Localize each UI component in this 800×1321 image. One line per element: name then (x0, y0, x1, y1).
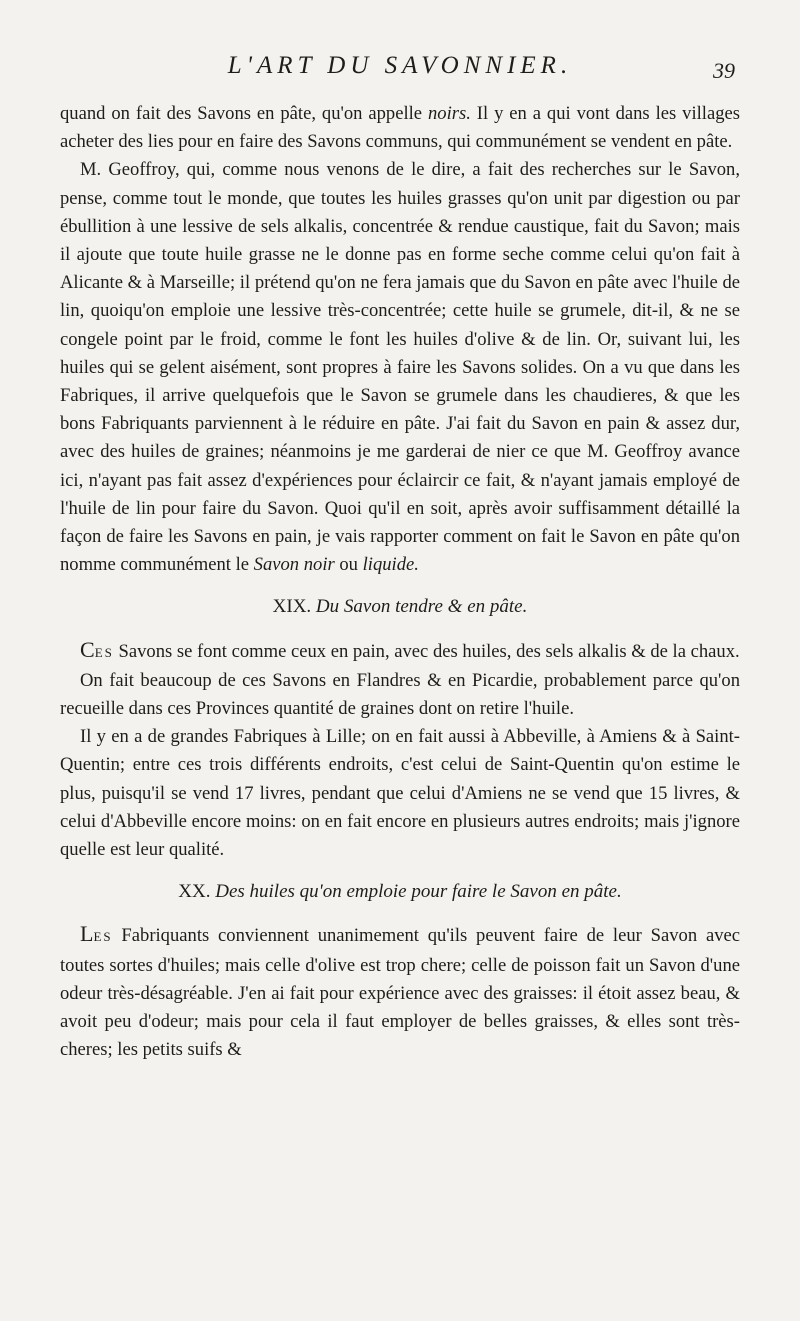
paragraph-5 (60, 723, 740, 864)
section-title: Des huiles qu'on emploie pour faire le Savon en pâte. (215, 881, 622, 903)
paragraph-2-text-b: ou (334, 554, 363, 576)
paragraph-2-italic-a: Savon noir (253, 554, 335, 576)
drop-initial: C (80, 636, 95, 662)
small-caps-text: ES (94, 644, 114, 660)
drop-initial: L (80, 921, 94, 947)
small-caps-text: ES (93, 929, 113, 945)
paragraph-4-text: On fait beaucoup de ces Savons en Flandres & en Picardie, probablement parce qu'on recueille dans ces Provinces quantité de graines dont on retire l'huile. (60, 669, 740, 720)
paragraph-4 (60, 667, 740, 723)
body-text (60, 100, 740, 1065)
paragraph-2 (60, 156, 740, 579)
paragraph-1-italic-a: noirs. (427, 103, 471, 124)
paragraph-1-text-b: Il y en a qui vont dans les villages acheter des lies pour en faire des Savons communs, qui communément se vendent en pâte. (60, 103, 740, 153)
paragraph-3 (60, 636, 740, 667)
paragraph-6 (60, 920, 740, 1064)
paragraph-1 (60, 100, 740, 156)
page-number: 39 (713, 58, 735, 83)
running-title: L'ART DU SAVONNIER. (227, 52, 573, 79)
section-number: XX. (178, 881, 211, 903)
section-heading-xx (60, 878, 740, 906)
section-heading-xix (60, 593, 740, 621)
paragraph-1-text-a: quand on fait des Savons en pâte, qu'on appelle (60, 103, 428, 124)
paragraph-2-italic-b: liquide. (362, 554, 419, 576)
section-title: Du Savon tendre & en pâte. (315, 596, 528, 618)
paragraph-5-text: Il y en a de grandes Fabriques à Lille; on en fait aussi à Abbeville, à Amiens & à Saint-Quentin; entre ces trois différents endroits, c'est celui de Saint-Quentin qu'on estime le plus, puisqu'il se vend 17 livres, pendant que celui d'Amiens ne se vend que 15 livres, & celui d'Abbeville encore moins: on en fait encore en plusieurs autres endroits; mais j'ignore quelle est leur qualité. (60, 726, 740, 861)
paragraph-6-text: Fabriquants conviennent unanimement qu'ils peuvent faire de leur Savon avec toutes sortes d'huiles; mais celle d'olive est trop chere; celle de poisson fait un Savon d'une odeur très-désagréable. J'en ai fait pour expérience avec des graisses: il étoit assez beau, & avoit peu d'odeur; mais pour cela il faut employer de belles graisses, & elles sont très-cheres; les petits suifs & (60, 925, 740, 1061)
paragraph-2-text: M. Geoffroy, qui, comme nous venons de le dire, a fait des recherches sur le Savon, pense, comme tout le monde, que toutes les huiles grasses qu'on unit par digestion ou par ébullition à une lessive de sels alkalis, concentrée & rendue caustique, fait du Savon; mais il ajoute que toute huile grasse ne le donne pas en forme seche comme celui qu'on fait à Alicante & à Marseille; il prétend qu'on ne fera jamais que du Savon en pâte avec l'huile de lin, quoiqu'on emploie une lessive très-concentrée; cette huile se grumele, dit-il, & ne se congele point par le froid, comme le font les huiles d'olive & de lin. Or, suivant lui, les huiles qui se gelent aisément, sont propres à faire les Savons solides. On a vu que dans les Fabriques, il arrive quelquefois que le Savon se grumele dans les chaudieres, & que les bons Fabriquants parviennent à le réduire en pâte. J'ai fait du Savon en pain & assez dur, avec des huiles de graines; néanmoins je me garderai de nier ce que M. Geoffroy avance ici, n'ayant pas fait assez d'expériences pour éclaircir ce fait, & n'ayant jamais employé de l'huile de lin pour faire du Savon. Quoi qu'il en soit, après avoir suffisamment détaillé la façon de faire les Savons en pain, je vais rapporter comment on fait le Savon en pâte qu'on nomme communément le (60, 159, 740, 576)
paragraph-3-text: Savons se font comme ceux en pain, avec des huiles, des sels alkalis & de la chaux. (113, 640, 740, 662)
running-head (60, 52, 740, 92)
section-number: XIX. (272, 596, 312, 618)
